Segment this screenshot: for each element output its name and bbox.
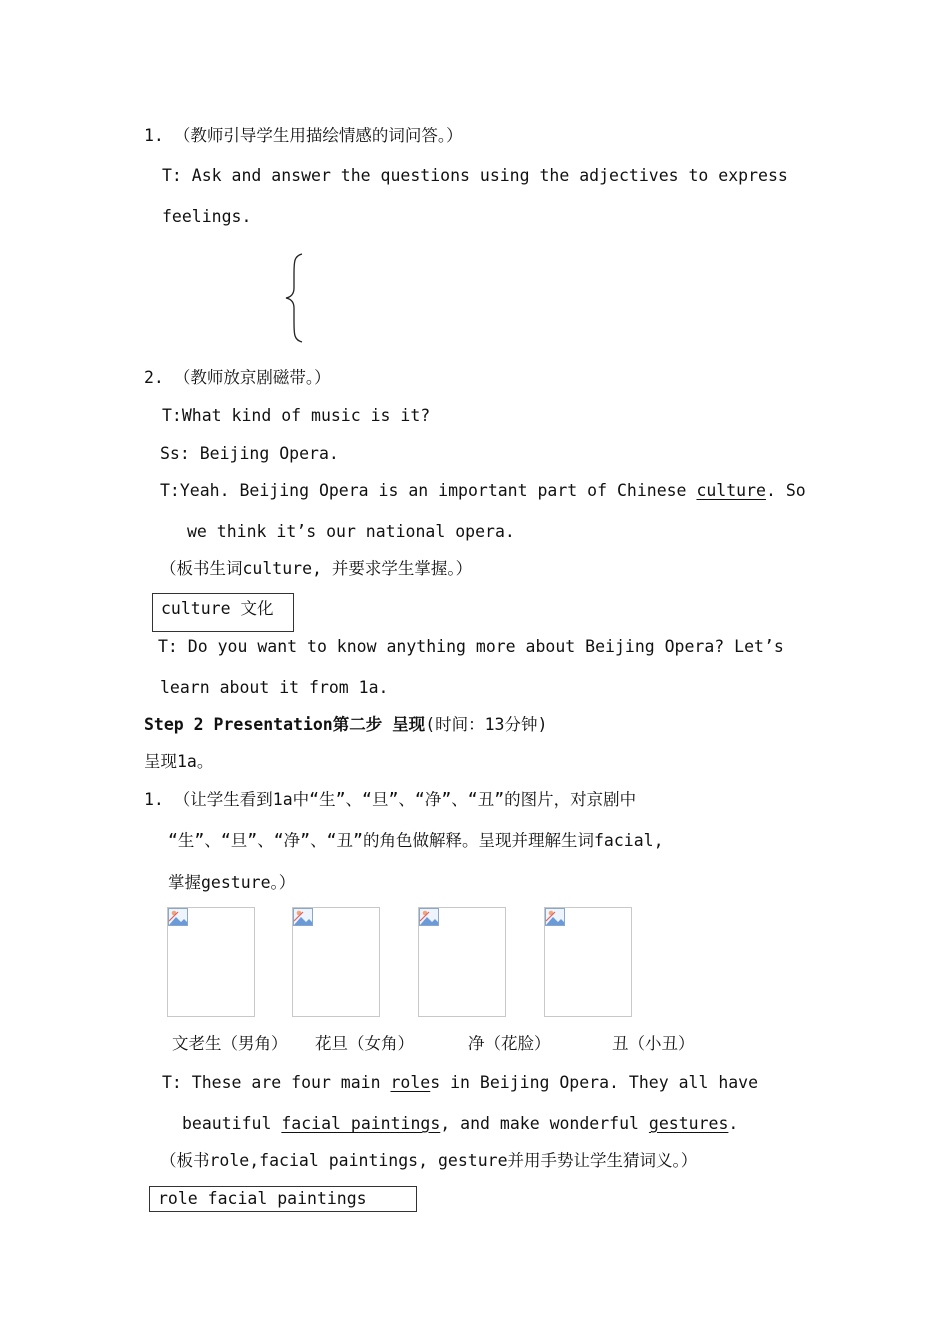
step-title-en: Step 2 Presentation [144,715,333,734]
step2-item1-line1: 1. （让学生看到1a中“生”、“旦”、“净”、“丑”的图片，对京剧中 [144,790,637,809]
step2-heading [144,715,547,735]
broken-image-icon [168,908,188,926]
caption-jing: 净（花脸） [468,1034,551,1053]
vocab-culture: culture [696,481,766,500]
item-2-line [144,368,331,388]
teacher-question: T:What kind of music is it? [162,406,431,425]
curly-brace-icon [282,252,306,344]
teacher-note: （教师放京剧磁带。） [173,368,331,387]
step-title-cn: 第二步 呈现 [332,715,426,734]
teacher-instruction-line2: feelings. [162,207,252,226]
text-run: . So [765,481,806,500]
text-run: T:Yeah. Beijing Opera is an important part of Chinese [160,481,697,500]
present-1a: 呈现1a。 [144,752,214,771]
text-run: beautiful [182,1114,282,1133]
step2-item1-line2: “生”、“旦”、“净”、“丑”的角色做解释。呈现并理解生词facial, [168,831,664,850]
board-note: （板书生词culture, 并要求学生掌握。） [160,559,473,578]
broken-image-icon [545,908,565,926]
item-1-line [144,126,463,146]
broken-image-icon [293,908,313,926]
students-answer: Ss: Beijing Opera. [160,444,339,463]
step-time: (时间：13分钟) [425,715,548,734]
teacher-response-line2: we think it’s our national opera. [187,522,515,541]
teacher-roles-line1 [162,1073,758,1093]
item-number: 2. [144,368,164,387]
role-image-dan [292,907,380,1017]
vocab-box-text: culture 文化 [161,599,274,618]
text-run: T: These are four main [162,1073,391,1092]
teacher-question-line2: learn about it from 1a. [160,678,389,697]
board-note-2: （板书role,facial paintings, gesture并用手势让学生猜词义。） [160,1151,698,1170]
step2-item1-line3: 掌握gesture。） [168,873,296,892]
caption-sheng: 文老生（男角） [172,1034,288,1053]
text-run: , and make wonderful [440,1114,649,1133]
role-image-jing [418,907,506,1017]
vocab-role: role [390,1073,431,1092]
vocab-box-text: role facial paintings [158,1189,367,1208]
teacher-response-line1 [160,481,806,501]
role-image-chou [544,907,632,1017]
teacher-roles-line2 [182,1114,738,1134]
teacher-note: （教师引导学生用描绘情感的词问答。） [173,126,463,145]
teacher-question-line1: T: Do you want to know anything more about Beijing Opera? Let’s [158,637,784,656]
caption-dan: 花旦（女角） [315,1034,414,1053]
item-number: 1. [144,126,164,145]
broken-image-icon [419,908,439,926]
vocab-box-culture [152,593,294,632]
vocab-gestures: gestures [648,1114,729,1133]
caption-chou: 丑（小丑） [612,1034,695,1053]
teacher-instruction-line1: T: Ask and answer the questions using the adjectives to express [162,166,788,185]
vocab-facial-paintings: facial paintings [281,1114,441,1133]
text-run: . [728,1114,739,1133]
vocab-box-role [149,1186,417,1212]
role-image-sheng [167,907,255,1017]
text-run: s in Beijing Opera. They all have [430,1073,759,1092]
